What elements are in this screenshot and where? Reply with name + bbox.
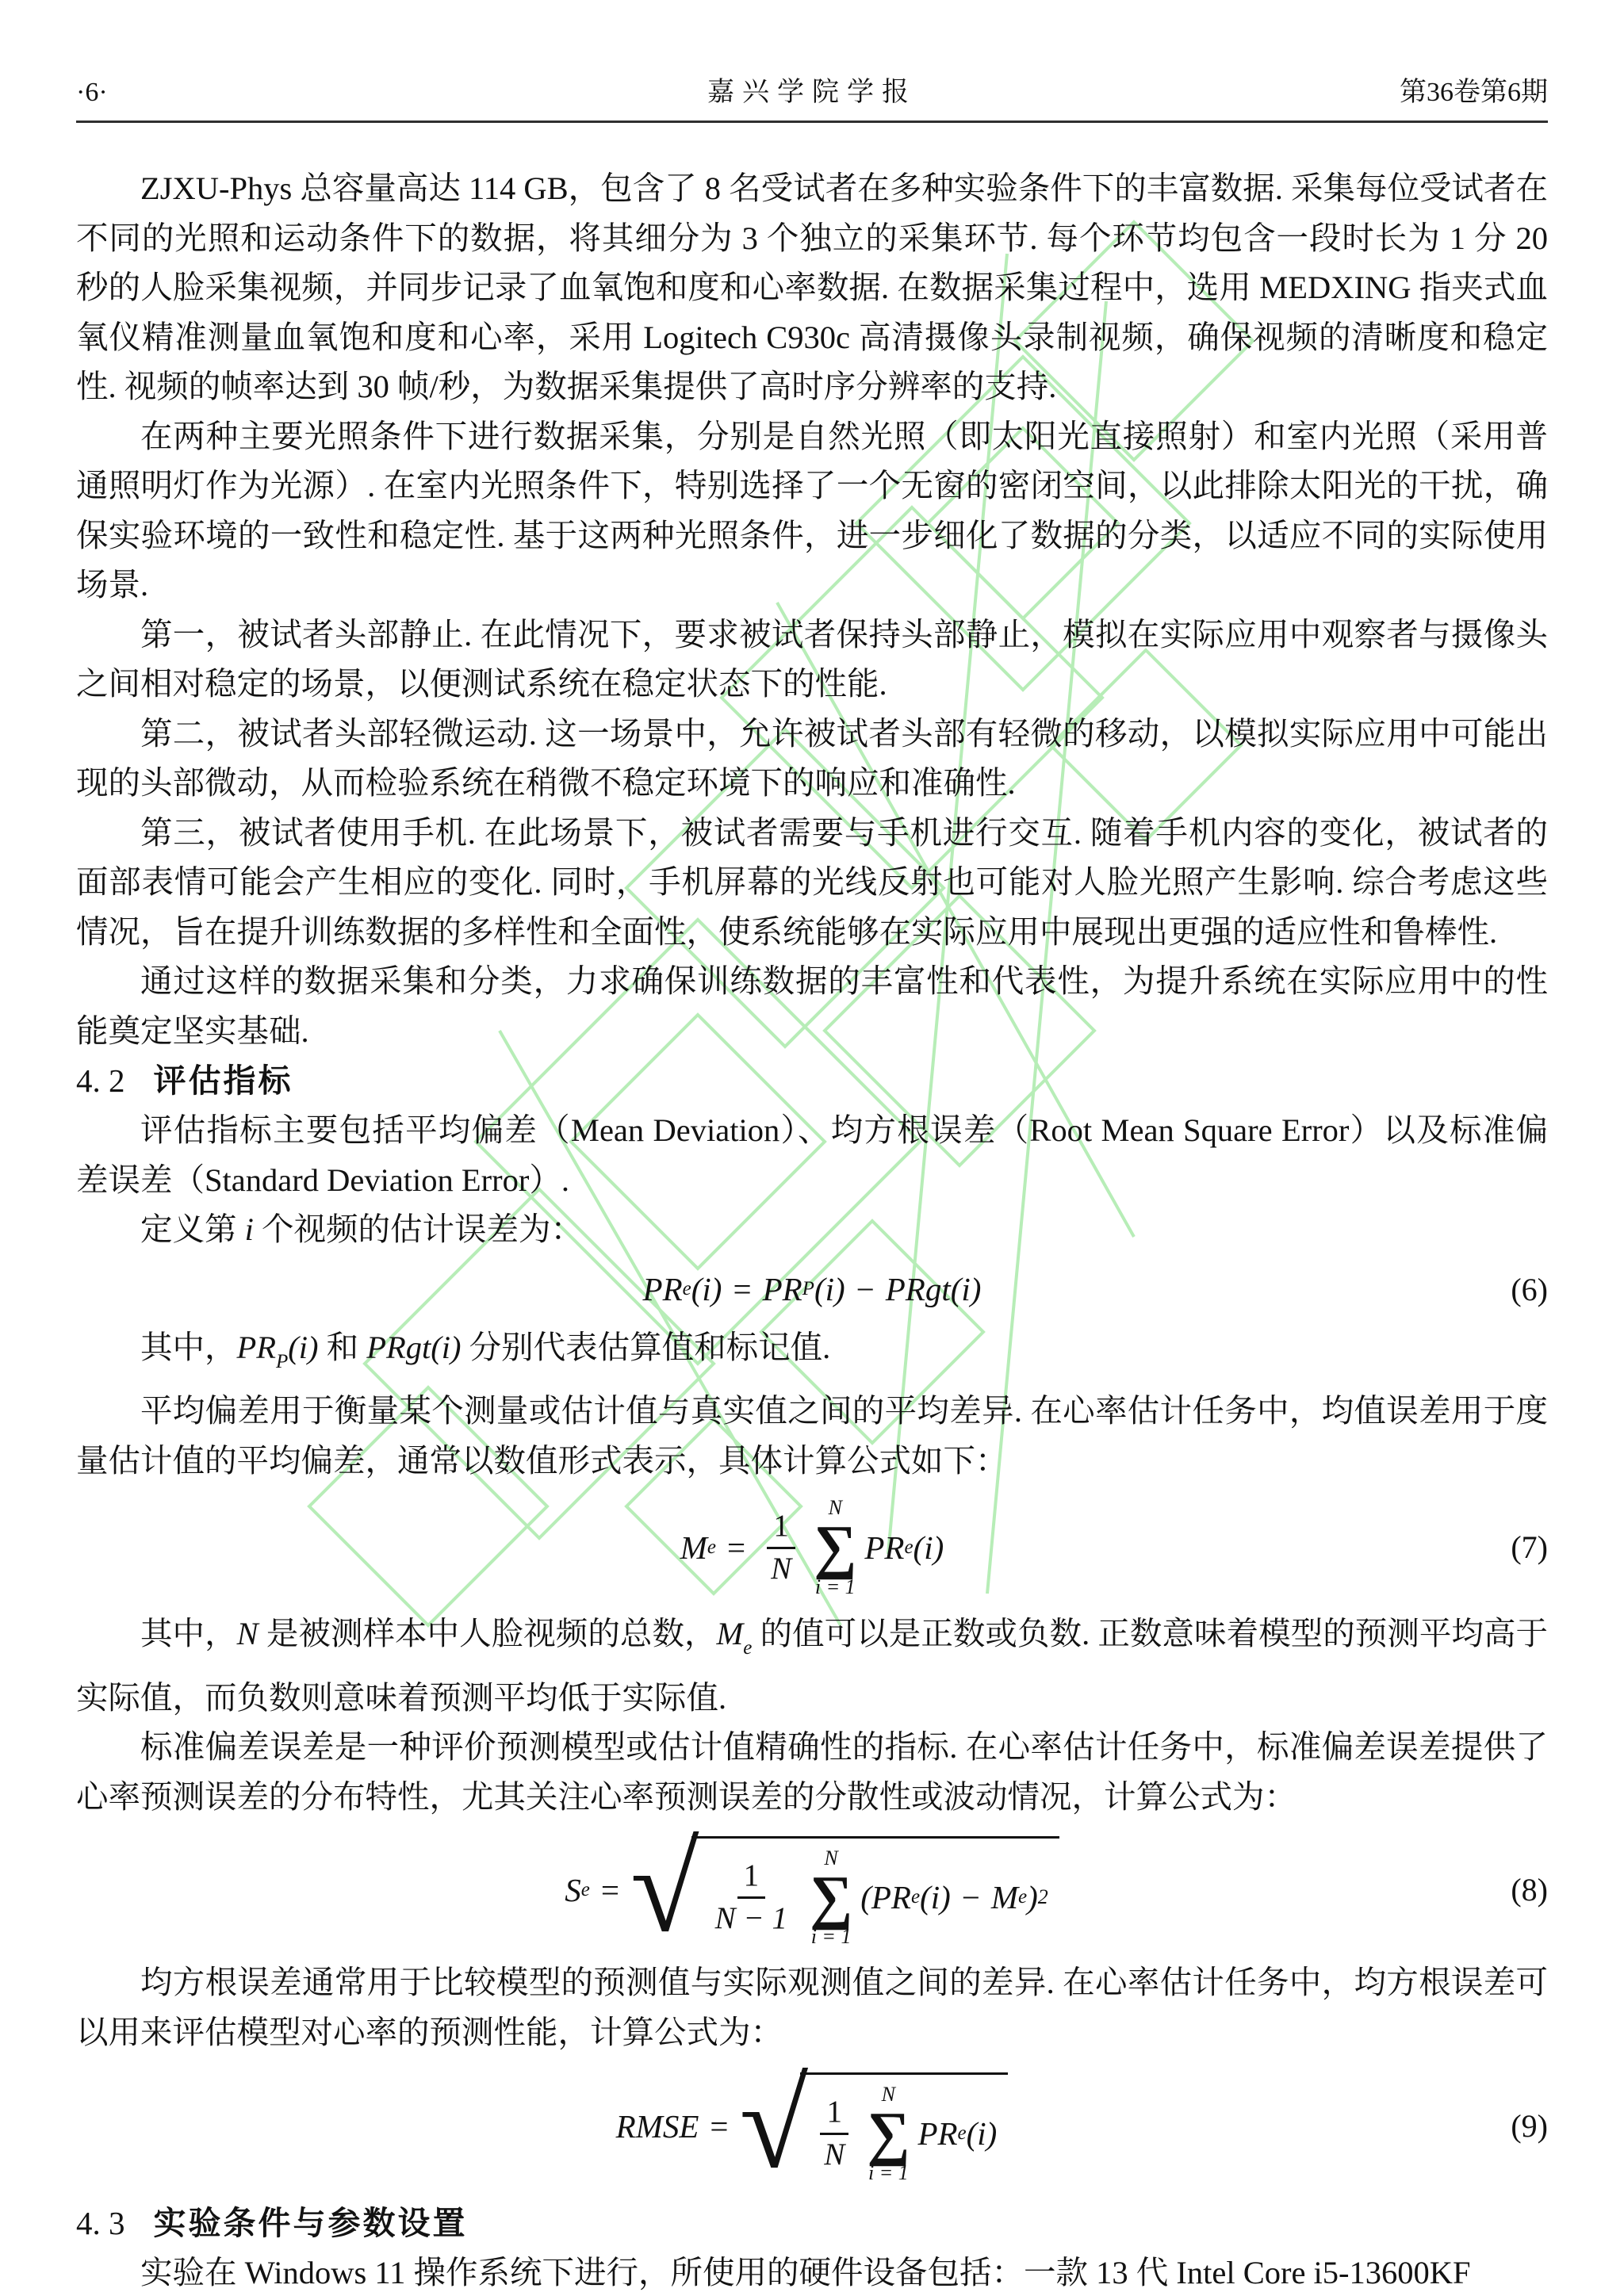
paren-close: ) bbox=[1027, 1879, 1038, 1916]
math-arg: (i) bbox=[814, 1271, 845, 1308]
math-subscript: e bbox=[910, 1886, 921, 1908]
radical-sign: √ bbox=[630, 1819, 699, 1958]
fraction-denominator: N bbox=[771, 1551, 792, 1586]
paren-open: ( bbox=[860, 1879, 871, 1916]
math-arg: (i) bbox=[966, 2115, 998, 2152]
math-term: M bbox=[680, 1529, 707, 1566]
fraction-numerator: 1 bbox=[767, 1510, 795, 1549]
equation-8-body bbox=[565, 1819, 1059, 1958]
math-term: PR bbox=[871, 1879, 911, 1916]
paragraph-eq7-note bbox=[76, 1609, 1548, 1723]
section-heading-4-3 bbox=[76, 2198, 1548, 2248]
paragraph-dataset: ZJXU-Phys 总容量高达 114 GB，包含了 8 名受试者在多种实验条件下的丰富数据. 采集每位受试者在不同的光照和运动条件下的数据，将其细分为 3 个独立的采集环节. 每个环节均包含一段时长为 1 分 20 秒的人脸采集视频，并同步记录了血氧饱和度和心率数据. 在数据采集过程中，选用 MEDXING 指夹式血氧仪精准测量血氧饱和度和心率，采用 Logitech C930c 高清摄像头录制视频，确保视频的清晰度和稳定性. 视频的帧率达到 30 帧/秒，为数据采集提供了高时序分辨率的支持. bbox=[76, 170, 1548, 404]
math-subscript: e bbox=[743, 1637, 753, 1659]
math-subscript: e bbox=[904, 1536, 914, 1558]
math-arg: (i) bbox=[691, 1271, 722, 1308]
math-term: PR bbox=[864, 1529, 905, 1566]
text-segment: 其中， bbox=[140, 1616, 237, 1651]
minus-sign: − bbox=[856, 1271, 875, 1308]
paragraph-rmse: 均方根误差通常用于比较模型的预测值与实际观测值之间的差异. 在心率估计任务中，均方根误差可以用来评估模型对心率的预测性能，计算公式为： bbox=[76, 1965, 1548, 2050]
fraction-numerator: 1 bbox=[737, 1860, 766, 1899]
equals-sign: = bbox=[733, 1271, 752, 1308]
equation-6 bbox=[76, 1265, 1548, 1315]
text-segment: 个视频的估计误差为： bbox=[253, 1211, 584, 1247]
paragraph-metrics-intro: 评估指标主要包括平均偏差（Mean Deviation）、均方根误差（Root Mean Square Error）以及标准偏差误差（Standard Deviation Error）. bbox=[76, 1112, 1548, 1198]
paragraph-std-deviation: 标准偏差误差是一种评价预测模型或估计值精确性的指标. 在心率估计任务中，标准偏差误差提供了心率预测误差的分布特性，尤其关注心率预测误差的分散性或波动情况，计算公式为： bbox=[76, 1729, 1548, 1815]
equation-number: (9) bbox=[1511, 2107, 1548, 2144]
text-segment: 定义第 bbox=[140, 1211, 245, 1247]
math-term: S bbox=[565, 1871, 581, 1908]
fraction-denominator: N bbox=[824, 2137, 845, 2172]
paragraph-scenario-1: 第一，被试者头部静止. 在此情况下，要求被试者保持头部静止，模拟在实际应用中观察者与摄像头之间相对稳定的场景，以便测试系统在稳定状态下的性能. bbox=[76, 616, 1548, 702]
math-arg: (i) bbox=[431, 1329, 462, 1365]
equation-9-body bbox=[615, 2055, 1009, 2195]
sum-lower-limit: i = 1 bbox=[814, 1575, 856, 1598]
sum-lower-limit: i = 1 bbox=[810, 1925, 852, 1949]
summation bbox=[814, 1496, 856, 1599]
fraction-numerator: 1 bbox=[820, 2096, 848, 2135]
equation-6-body bbox=[643, 1265, 982, 1314]
section-heading-4-2 bbox=[76, 1056, 1548, 1106]
paragraph-summary: 通过这样的数据采集和分类，力求确保训练数据的丰富性和代表性，为提升系统在实际应用中的性能奠定坚实基础. bbox=[76, 963, 1548, 1049]
math-subscript: e bbox=[957, 2122, 967, 2145]
paragraph-define-error bbox=[76, 1205, 1548, 1255]
paragraph-scenario-2: 第二，被试者头部轻微运动. 这一场景中，允许被试者头部有轻微的移动，以模拟实际应用中可能出现的头部微动，从而检验系统在稍微不稳定环境下的响应和准确性. bbox=[76, 715, 1548, 801]
sum-upper-limit: N bbox=[881, 2082, 896, 2106]
section-title: 实验条件与参数设置 bbox=[153, 2205, 468, 2241]
math-arg: (i) bbox=[950, 1271, 982, 1308]
text-segment: 是被测样本中人脸视频的总数， bbox=[258, 1616, 717, 1651]
running-head bbox=[76, 0, 1548, 108]
radicand bbox=[691, 1836, 1059, 1950]
sigma-symbol: ∑ bbox=[814, 1513, 857, 1581]
paragraph-lighting: 在两种主要光照条件下进行数据采集，分别是自然光照（即太阳光直接照射）和室内光照（采用普通照明灯作为光源）. 在室内光照条件下，特别选择了一个无窗的密闭空间，以此排除太阳光的干扰，确保实验环境的一致性和稳定性. 基于这两种光照条件，进一步细化了数据的分类，以适应不同的实际使用场景. bbox=[76, 418, 1548, 603]
math-term: PR bbox=[236, 1329, 276, 1365]
equation-number: (7) bbox=[1511, 1529, 1548, 1565]
paragraph-mean-deviation: 平均偏差用于衡量某个测量或估计值与真实值之间的平均差异. 在心率估计任务中，均值误差用于度量估计值的平均偏差，通常以数值形式表示，具体计算公式如下： bbox=[76, 1393, 1548, 1479]
math-term: RMSE bbox=[615, 2107, 699, 2145]
math-var-i: i bbox=[244, 1211, 254, 1247]
text-segment: 其中， bbox=[140, 1329, 237, 1365]
math-subscript: e bbox=[1018, 1886, 1028, 1908]
text-segment: 分别代表估算值和标记值. bbox=[461, 1329, 831, 1365]
math-term: PR bbox=[642, 1271, 683, 1308]
sum-upper-limit: N bbox=[824, 1846, 838, 1869]
sum-lower-limit: i = 1 bbox=[868, 2161, 909, 2185]
issue-info: 第36卷第6期 bbox=[1400, 78, 1548, 107]
equation-9 bbox=[76, 2055, 1548, 2195]
fraction bbox=[709, 1860, 794, 1935]
paragraph-experiment-setup: 实验在 Windows 11 操作系统下进行，所使用的硬件设备包括：一款 13 代 Intel Core i5-13600KF bbox=[140, 2255, 1471, 2290]
math-term: M bbox=[990, 1879, 1019, 1916]
section-number: 4. 3 bbox=[76, 2205, 125, 2241]
section-title: 评估指标 bbox=[153, 1062, 293, 1099]
summation bbox=[867, 2083, 910, 2186]
equation-number: (6) bbox=[1511, 1271, 1548, 1307]
sigma-symbol: ∑ bbox=[867, 2099, 910, 2167]
section-number: 4. 2 bbox=[76, 1062, 125, 1099]
math-arg: (i) bbox=[913, 1529, 944, 1566]
math-term: PR bbox=[762, 1271, 802, 1308]
sigma-symbol: ∑ bbox=[810, 1863, 853, 1931]
text-segment: 的值可以是正数或负数. 正数意味着模型的预测平均高于实际值，而负数则意味着预测平均低于实际值. bbox=[76, 1616, 1549, 1716]
equals-sign: = bbox=[710, 2107, 729, 2145]
text-segment: 和 bbox=[318, 1329, 367, 1365]
math-var-N: N bbox=[236, 1616, 259, 1651]
fraction bbox=[764, 1510, 798, 1586]
equation-7-body bbox=[680, 1496, 944, 1599]
equation-number: (8) bbox=[1511, 1871, 1548, 1908]
article-body bbox=[76, 164, 1548, 2296]
page-number: ·6· bbox=[76, 78, 108, 107]
sum-upper-limit: N bbox=[828, 1496, 842, 1520]
summation bbox=[810, 1846, 852, 1950]
math-subscript: e bbox=[707, 1536, 717, 1558]
radical-sign: √ bbox=[739, 2055, 809, 2195]
math-term: PRgt bbox=[885, 1271, 951, 1308]
equation-7 bbox=[76, 1489, 1548, 1606]
paragraph-scenario-3: 第三，被试者使用手机. 在此场景下，被试者需要与手机进行交互. 随着手机内容的变化，被试者的面部表情可能会产生相应的变化. 同时，手机屏幕的光线反射也可能对人脸光照产生影响. 综合考虑这些情况，旨在提升训练数据的多样性和全面性，使系统能够在实际应用中展现出更强的适应性和鲁棒性. bbox=[76, 814, 1548, 950]
square-root bbox=[630, 1819, 1059, 1958]
math-subscript: e bbox=[682, 1278, 691, 1300]
minus-sign: − bbox=[961, 1879, 980, 1916]
math-arg: (i) bbox=[920, 1879, 951, 1916]
equation-8 bbox=[76, 1819, 1548, 1958]
math-subscript: P bbox=[275, 1350, 289, 1372]
math-superscript: 2 bbox=[1037, 1885, 1048, 1909]
equals-sign: = bbox=[727, 1529, 746, 1566]
paragraph-eq6-note bbox=[76, 1323, 1548, 1387]
math-arg: (i) bbox=[288, 1329, 319, 1365]
math-subscript: e bbox=[580, 1878, 590, 1900]
header-rule bbox=[76, 121, 1548, 123]
square-root bbox=[739, 2055, 1009, 2195]
fraction bbox=[818, 2096, 851, 2172]
equals-sign: = bbox=[600, 1871, 619, 1908]
fraction-denominator: N − 1 bbox=[714, 1901, 787, 1935]
math-subscript: P bbox=[802, 1278, 814, 1300]
journal-title: 嘉兴学院学报 bbox=[707, 78, 917, 107]
math-term: M bbox=[716, 1616, 744, 1651]
math-term: PR bbox=[917, 2115, 958, 2152]
math-term: PRgt bbox=[366, 1329, 431, 1365]
radicand bbox=[800, 2072, 1008, 2186]
